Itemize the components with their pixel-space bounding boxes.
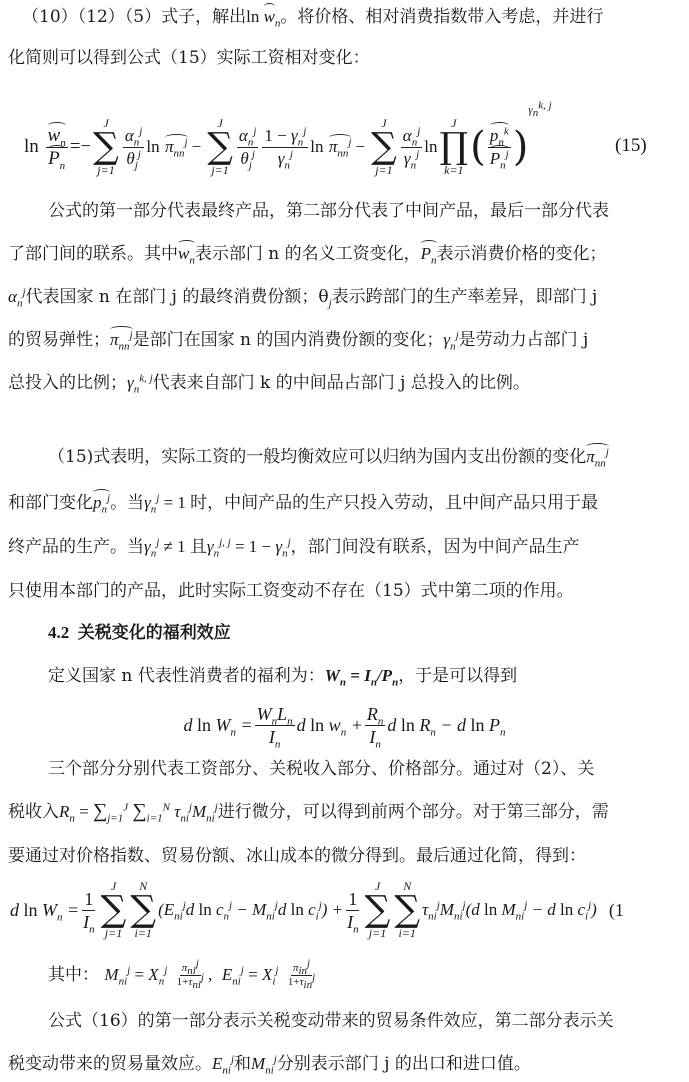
eq15-ln: ln (24, 136, 44, 157)
eq15-sum-3: J ∑ j=1 (371, 116, 397, 177)
math-E: $E_{ni}^j$ (212, 1053, 235, 1077)
general-line-2 (8, 492, 598, 514)
eq15-alpha-gamma: $\frac{\alpha_n^j}{\gamma_n^j}$ (402, 124, 421, 171)
math-tariff-revenue: $R_n = \sum_{j=1}^J$ $\sum_{i=1}^N$ $\tau_{ni}^jM_{ni}^j$ (59, 800, 218, 825)
eq15-minus-2: − (355, 137, 366, 156)
eq15-product: J ∏ k=1 (439, 116, 469, 177)
math-alpha: $\alpha_n^j$ (8, 286, 26, 310)
final-line-1: 公式（16）的第一部分表示关税变动带来的贸易条件效应，第二部分表示关 (48, 1011, 614, 1031)
eq15-sum-2: J ∑ j=1 (207, 116, 233, 177)
final-line-2 (8, 1053, 531, 1075)
equation-15 (0, 100, 689, 194)
explain-text: 总投入的比例； (8, 373, 127, 393)
parts-line-3: 要通过对价格指数、贸易份额、冰山成本的微分得到。最后通过化简，得到： (8, 846, 586, 866)
math-E-def: $E_{ni}^j = X_i^j$ (221, 964, 279, 988)
intro-line-2: 化简则可以得到公式（15）实际工资相对变化： (8, 48, 370, 68)
eq16-sum-j: J ∑ j=1 (100, 879, 127, 940)
equation-welfare (0, 700, 689, 750)
welfare-text: ，于是可以得到 (398, 666, 518, 686)
final-text: 和 (234, 1054, 252, 1074)
explain-text: 代表来自部门 k 的中间品占部门 j 总投入的比例。 (152, 373, 530, 393)
math-sub: n (274, 17, 281, 30)
math-sub-j: j (328, 297, 332, 310)
eq15-pi-hat-1: $\pi_{nn}^j$ (165, 136, 188, 160)
final-text: 税变动带来的贸易量效应。 (8, 1054, 212, 1074)
eq15-alpha-theta: $\frac{\alpha_n^j}{\theta_j^j}$ (124, 124, 143, 171)
explain-line-1: 公式的第一部分代表最终产品，第二部分代表了中间产品，最后一部分代表 (48, 201, 609, 221)
general-text: 终产品的生产。当 (8, 537, 144, 557)
general-text: ≠ 1 且 (159, 537, 207, 556)
explain-text: 的贸易弹性； (8, 330, 110, 350)
explain-line-5 (8, 372, 530, 394)
general-line-3 (8, 536, 580, 558)
math-gamma: $\gamma_n^j$ (144, 536, 160, 560)
explain-text: 表示部门 n 的名义工资变化， (194, 244, 421, 264)
explain-line-2 (8, 243, 607, 265)
parts-text: 税收入 (8, 802, 59, 822)
math-p-hat: $p_n^j$ (93, 492, 111, 516)
eq15-alpha-theta-2: $\frac{\alpha_n^j}{\theta_j^j}$ (238, 124, 257, 171)
eq15-exponent: $\gamma_n^{k, j}$ (528, 99, 552, 120)
math-p-hat: $P_n$ (420, 244, 437, 267)
general-text: = 1 − (230, 537, 276, 556)
intro-line-1 (22, 6, 603, 28)
eq16-frac-2: $\frac{1}{I_n}$ (347, 888, 359, 936)
math-M: $M_{ni}^j$ (251, 1053, 277, 1077)
section-number: 4.2 (48, 623, 70, 642)
eq16-lhs: d $\ln W_n$ = (10, 899, 80, 924)
eq15-pi-hat-2: $\pi_{nn}^j$ (328, 136, 352, 160)
eq15-equals: =− (69, 136, 92, 157)
math-welfare-def: $W_n = I_n/P_n$ (324, 666, 399, 689)
comma: , (207, 965, 217, 984)
explain-line-4 (8, 329, 588, 351)
math-gamma-kj: $\gamma_n^{k, j}$ (127, 372, 153, 396)
math-M-def: $M_{ni}^j = X_n^j$ (104, 964, 168, 988)
general-text: （15)式表明，实际工资的一般均衡效应可以归纳为国内支出份额的变化 (48, 447, 587, 467)
eq16-sum-i-2: N ∑ i=1 (394, 879, 421, 940)
math-gamma: $\gamma_n^j$ (443, 329, 459, 353)
explain-line-3 (8, 286, 597, 308)
eq15-gamma-fraction: $\frac{1 - \gamma_n^j}{\gamma_n^j}$ (264, 124, 307, 171)
math-w-hat: $w_n$ (178, 244, 195, 267)
eq16-sum-j-2: J ∑ j=1 (364, 879, 391, 940)
general-text: = 1 时，中间产品的生产只投入劳动，且中间产品只用于最 (159, 493, 599, 512)
general-text: 。当 (110, 493, 145, 513)
eq15-minus-1: − (191, 137, 202, 156)
eq-welfare-frac-2: $\frac{R_n}{I_n}$ (366, 703, 384, 751)
eq15-ln-1: ln (146, 137, 160, 156)
general-line-4: 只使用本部门的产品，此时实际工资变动不存在（15）式中第二项的作用。 (8, 581, 574, 601)
explain-text: 代表国家 n 在部门 j 的最终消费份额；θ (25, 287, 329, 307)
equation-number-15: (15) (615, 135, 647, 156)
math-gamma-jj: $\gamma_n^{j, j}$ (206, 536, 231, 560)
equation-16 (0, 870, 689, 950)
eq15-sum-1: J ∑ j=1 (93, 116, 119, 177)
intro-text: （10）（12）（5）式子，解出 (22, 7, 247, 27)
section-title: 关税变化的福利效应 (77, 623, 231, 642)
math-gamma: $\gamma_n^j$ (275, 536, 291, 560)
eq15-paren-open: ( (470, 124, 486, 170)
general-line-1 (48, 446, 609, 468)
math-pi-hat: $\pi_{nn}^j$ (110, 329, 133, 353)
eq15-ln-3: ln (424, 137, 438, 156)
math-gamma: $\gamma_n^j$ (144, 492, 160, 516)
section-heading (48, 622, 231, 644)
explain-text: 是劳动力占部门 j (458, 330, 589, 350)
eq15-paren-close: ) (512, 124, 529, 170)
eq16-frac-1: $\frac{1}{I_n}$ (83, 888, 95, 936)
eq-welfare-lhs: d $\ln W_n$ = (183, 714, 253, 739)
general-text: 和部门变化 (8, 493, 93, 513)
final-text: 分别表示部门 j 的出口和进口值。 (276, 1054, 531, 1074)
eq15-ln-2: ln (310, 137, 324, 156)
explain-text: 表示消费价格的变化； (436, 244, 607, 264)
math-w-hat: w (263, 7, 275, 26)
general-text: ，部门间没有联系，因为中间产品生产 (290, 537, 580, 557)
eq16-sum-i: N ∑ i=1 (130, 879, 157, 940)
explain-text: 了部门间的联系。其中 (8, 244, 178, 264)
explain-text: 是部门在国家 n 的国内消费份额的变化； (132, 330, 444, 350)
eq16-term-1: ($E_{ni}^jd$ $\ln c_n^j - M_{ni}^jd$ $\ln c_i^j$) + (158, 899, 344, 923)
eq-welfare-end: d $\ln R_n - d$ $\ln P_n$ (387, 714, 506, 739)
math-E-frac: $\frac{\pi_{in}^j}{1+\tau_{in}^j}$ (287, 957, 316, 992)
eq15-price-ratio: $\frac{p_n^k}{P_n^j}$ (489, 124, 509, 171)
parts-line-1: 三个部分分别代表工资部分、关税收入部分、价格部分。通过对（2）、关 (48, 759, 595, 779)
intro-text-2: 。将价格、相对消费指数带入考虑，并进行 (280, 7, 604, 27)
definitions-label: 其中： (48, 965, 99, 985)
eq-welfare-mid: d $\ln w_n$ + (296, 714, 363, 739)
parts-text: 进行微分，可以得到前两个部分。对于第三部分，需 (217, 802, 609, 822)
math-M-frac: $\frac{\pi_{ni}^j}{1+\tau_{ni}^j}$ (176, 957, 204, 992)
definitions-line (48, 957, 319, 992)
math-ln: ln (246, 7, 264, 26)
equation-number-16: (1 (608, 899, 624, 920)
math-pi-hat: $\pi_{nn}^j$ (586, 446, 609, 470)
eq16-term-2: $\tau_{ni}^jM_{ni}^j(d$ $\ln M_{ni}^j - d$ $\ln c_i^j$) (422, 899, 597, 923)
eq15-lhs-fraction: $\frac{w_n}{P_n}$ (47, 124, 66, 172)
eq-welfare-frac-1: $\frac{W_nL_n}{I_n}$ (256, 703, 293, 751)
parts-line-2 (8, 800, 609, 823)
welfare-text: 定义国家 n 代表性消费者的福利为： (48, 666, 325, 686)
explain-text: 表示跨部门的生产率差异，即部门 j (331, 287, 598, 307)
welfare-line-1 (48, 665, 517, 687)
